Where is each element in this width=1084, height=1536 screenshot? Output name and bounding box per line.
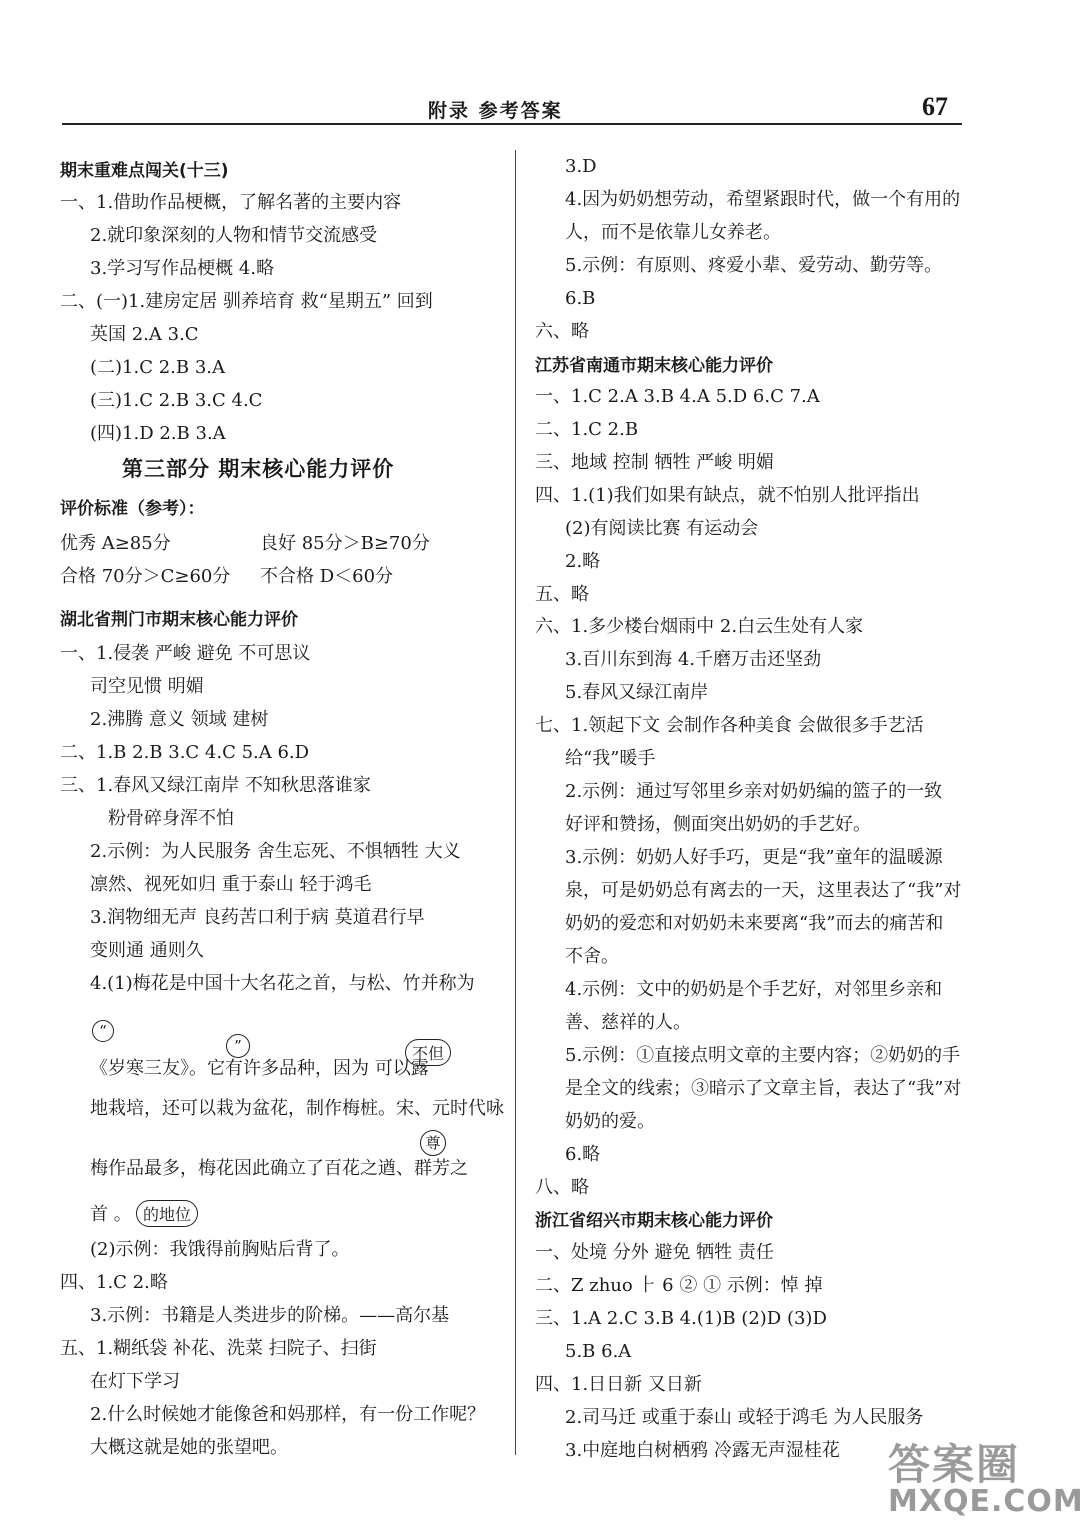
answer-line: 3.润物细无声 良药苦口利于病 莫道君行早 <box>90 907 425 928</box>
answer-line: 三、地域 控制 牺牲 严峻 明媚 <box>535 452 774 473</box>
answer-line: 3.示例：书籍是人类进步的阶梯。——高尔基 <box>90 1305 450 1326</box>
answer-line: 七、1.领起下文 会制作各种美食 会做很多手艺活 <box>535 715 924 736</box>
answer-line: 3.百川东到海 4.千磨万击还坚劲 <box>565 649 822 670</box>
answer-line: 五、1.糊纸袋 补花、洗菜 扫院子、扫街 <box>60 1338 377 1359</box>
answer-line: (四)1.D 2.B 3.A <box>90 423 226 444</box>
answer-line: 一、处境 分外 避免 牺牲 责任 <box>535 1242 774 1263</box>
answer-line: 6.略 <box>565 1144 601 1165</box>
answer-line: 英国 2.A 3.C <box>90 324 199 345</box>
inserted-word-budan: 不但 <box>405 1039 451 1066</box>
answer-line: 二、1.C 2.B <box>535 419 639 440</box>
header-rule <box>62 123 962 125</box>
answer-line: 六、略 <box>535 321 589 342</box>
grading-fail: 不合格 D＜60分 <box>260 566 394 587</box>
answer-line: 3.学习写作品梗概 4.略 <box>90 258 275 279</box>
inserted-quote-mark: “ <box>92 1020 114 1042</box>
answer-line: 5.B 6.A <box>565 1341 632 1362</box>
answer-line: (二)1.C 2.B 3.A <box>90 357 226 378</box>
answer-line: 4.示例：文中的奶奶是个手艺好，对邻里乡亲和 <box>565 979 943 1000</box>
answer-line: (三)1.C 2.B 3.C 4.C <box>90 390 263 411</box>
section-heading: 浙江省绍兴市期末核心能力评价 <box>535 1211 773 1231</box>
section-heading: 江苏省南通市期末核心能力评价 <box>535 356 773 376</box>
answer-line: 二、(一)1.建房定居 驯养培育 救“星期五” 回到 <box>60 291 433 312</box>
answer-line: 4.(1)梅花是中国十大名花之首，与松、竹并称为 <box>90 973 475 994</box>
answer-line: 四、1.日日新 又日新 <box>535 1374 702 1395</box>
answer-line: 2.示例：为人民服务 舍生忘死、不惧牺牲 大义 <box>90 841 461 862</box>
answer-line: 五、略 <box>535 584 589 605</box>
answer-line: 首 。 <box>90 1204 132 1225</box>
answer-line: 司空见惯 明媚 <box>90 676 204 697</box>
answer-line: 给“我”暖手 <box>565 748 656 769</box>
answer-line: 6.B <box>565 288 596 309</box>
answer-line: 5.春风又绿江南岸 <box>565 682 709 703</box>
grading-good: 良好 85分＞B≥70分 <box>260 533 430 554</box>
answer-line: 泉，可是奶奶总有离去的一天，这里表达了“我”对 <box>565 880 962 901</box>
answer-line: 一、1.侵袭 严峻 避免 不可思议 <box>60 643 311 664</box>
answer-line: 奶奶的爱。 <box>565 1111 655 1132</box>
answer-line: 人，而不是依靠儿女养老。 <box>565 222 781 243</box>
answer-line: 4.因为奶奶想劳动，希望紧跟时代，做一个有用的 <box>565 189 961 210</box>
inserted-quote-mark: ” <box>226 1034 250 1058</box>
answer-line: 一、1.C 2.A 3.B 4.A 5.D 6.C 7.A <box>535 386 820 407</box>
answer-line: 粉骨碎身浑不怕 <box>108 808 234 829</box>
answer-line: 二、1.B 2.B 3.C 4.C 5.A 6.D <box>60 742 310 763</box>
answer-line: (2)示例：我饿得前胸贴后背了。 <box>90 1239 350 1260</box>
grading-excellent: 优秀 A≥85分 <box>60 533 171 554</box>
answer-line: 六、1.多少楼台烟雨中 2.白云生处有人家 <box>535 616 864 637</box>
answer-line: 2.就印象深刻的人物和情节交流感受 <box>90 225 378 246</box>
answer-line: 奶奶的爱恋和对奶奶未来要离“我”而去的痛苦和 <box>565 913 944 934</box>
answer-line: 四、1.C 2.略 <box>60 1272 168 1293</box>
answer-line: 不舍。 <box>565 946 619 967</box>
watermark-url: MXQE.COM <box>888 1484 1084 1519</box>
inserted-phrase: 的地位 <box>136 1200 198 1227</box>
correction-zun: 尊 <box>420 1130 446 1156</box>
answer-line: 好评和赞扬，侧面突出奶奶的手艺好。 <box>565 814 871 835</box>
answer-line: 5.示例：①直接点明文章的主要内容；②奶奶的手 <box>565 1045 961 1066</box>
answer-line: 八、略 <box>535 1177 589 1198</box>
grading-pass: 合格 70分＞C≥60分 <box>60 566 231 587</box>
answer-line: 5.示例：有原则、疼爱小辈、爱劳动、勤劳等。 <box>565 255 943 276</box>
answer-line: 2.略 <box>565 551 601 572</box>
answer-line: 2.沸腾 意义 领域 建树 <box>90 709 269 730</box>
section-heading: 评价标准（参考）： <box>60 499 205 519</box>
answer-line: 凛然、视死如归 重于泰山 轻于鸿毛 <box>90 874 372 895</box>
answer-line: 3.中庭地白树栖鸦 冷露无声湿桂花 <box>565 1440 840 1461</box>
answer-line: 《岁寒三友》。它有许多品种，因为 可以露 <box>90 1058 429 1079</box>
answer-line: 三、1.春风又绿江南岸 不知秋思落谁家 <box>60 775 371 796</box>
section-heading: 期末重难点闯关(十三) <box>60 161 229 181</box>
answer-line: 在灯下学习 <box>90 1371 180 1392</box>
running-header-title: 附录 参考答案 <box>428 100 563 122</box>
section-heading: 湖北省荆门市期末核心能力评价 <box>60 610 298 630</box>
watermark-logo <box>888 1432 1084 1519</box>
answer-line: 2.示例：通过写邻里乡亲对奶奶编的篮子的一致 <box>565 781 943 802</box>
part-title: 第三部分 期末核心能力评价 <box>122 457 395 481</box>
answer-line: 2.司马迁 或重于泰山 或轻于鸿毛 为人民服务 <box>565 1407 924 1428</box>
answer-line: 是全文的线索；③暗示了文章主旨，表达了“我”对 <box>565 1078 962 1099</box>
answer-line: 2.什么时候她才能像爸和妈那样，有一份工作呢？ <box>90 1404 486 1425</box>
answer-line: 地栽培，还可以栽为盆花，制作梅桩。宋、元时代咏 <box>90 1098 504 1119</box>
answer-line: 变则通 通则久 <box>90 940 204 961</box>
answer-line: 梅作品最多，梅花因此确立了百花之遒、群芳之 <box>90 1158 468 1179</box>
page-number: 67 <box>922 92 948 121</box>
answer-line: 善、慈祥的人。 <box>565 1012 691 1033</box>
watermark-logo-text: 答案圈 <box>888 1440 1021 1489</box>
answer-line: 二、Z zhuo ⺊ 6 ② ① 示例：悼 掉 <box>535 1275 823 1296</box>
answer-line: 三、1.A 2.C 3.B 4.(1)B (2)D (3)D <box>535 1308 827 1329</box>
answer-line: 四、1.(1)我们如果有缺点，就不怕别人批评指出 <box>535 485 920 506</box>
answer-line: 3.D <box>565 156 597 177</box>
column-divider <box>515 150 516 1455</box>
answer-line: 3.示例：奶奶人好手巧，更是“我”童年的温暖源 <box>565 847 943 868</box>
answer-line: (2)有阅读比赛 有运动会 <box>565 518 759 539</box>
answer-line: 大概这就是她的张望吧。 <box>90 1437 288 1458</box>
answer-line: 一、1.借助作品梗概，了解名著的主要内容 <box>60 192 402 213</box>
